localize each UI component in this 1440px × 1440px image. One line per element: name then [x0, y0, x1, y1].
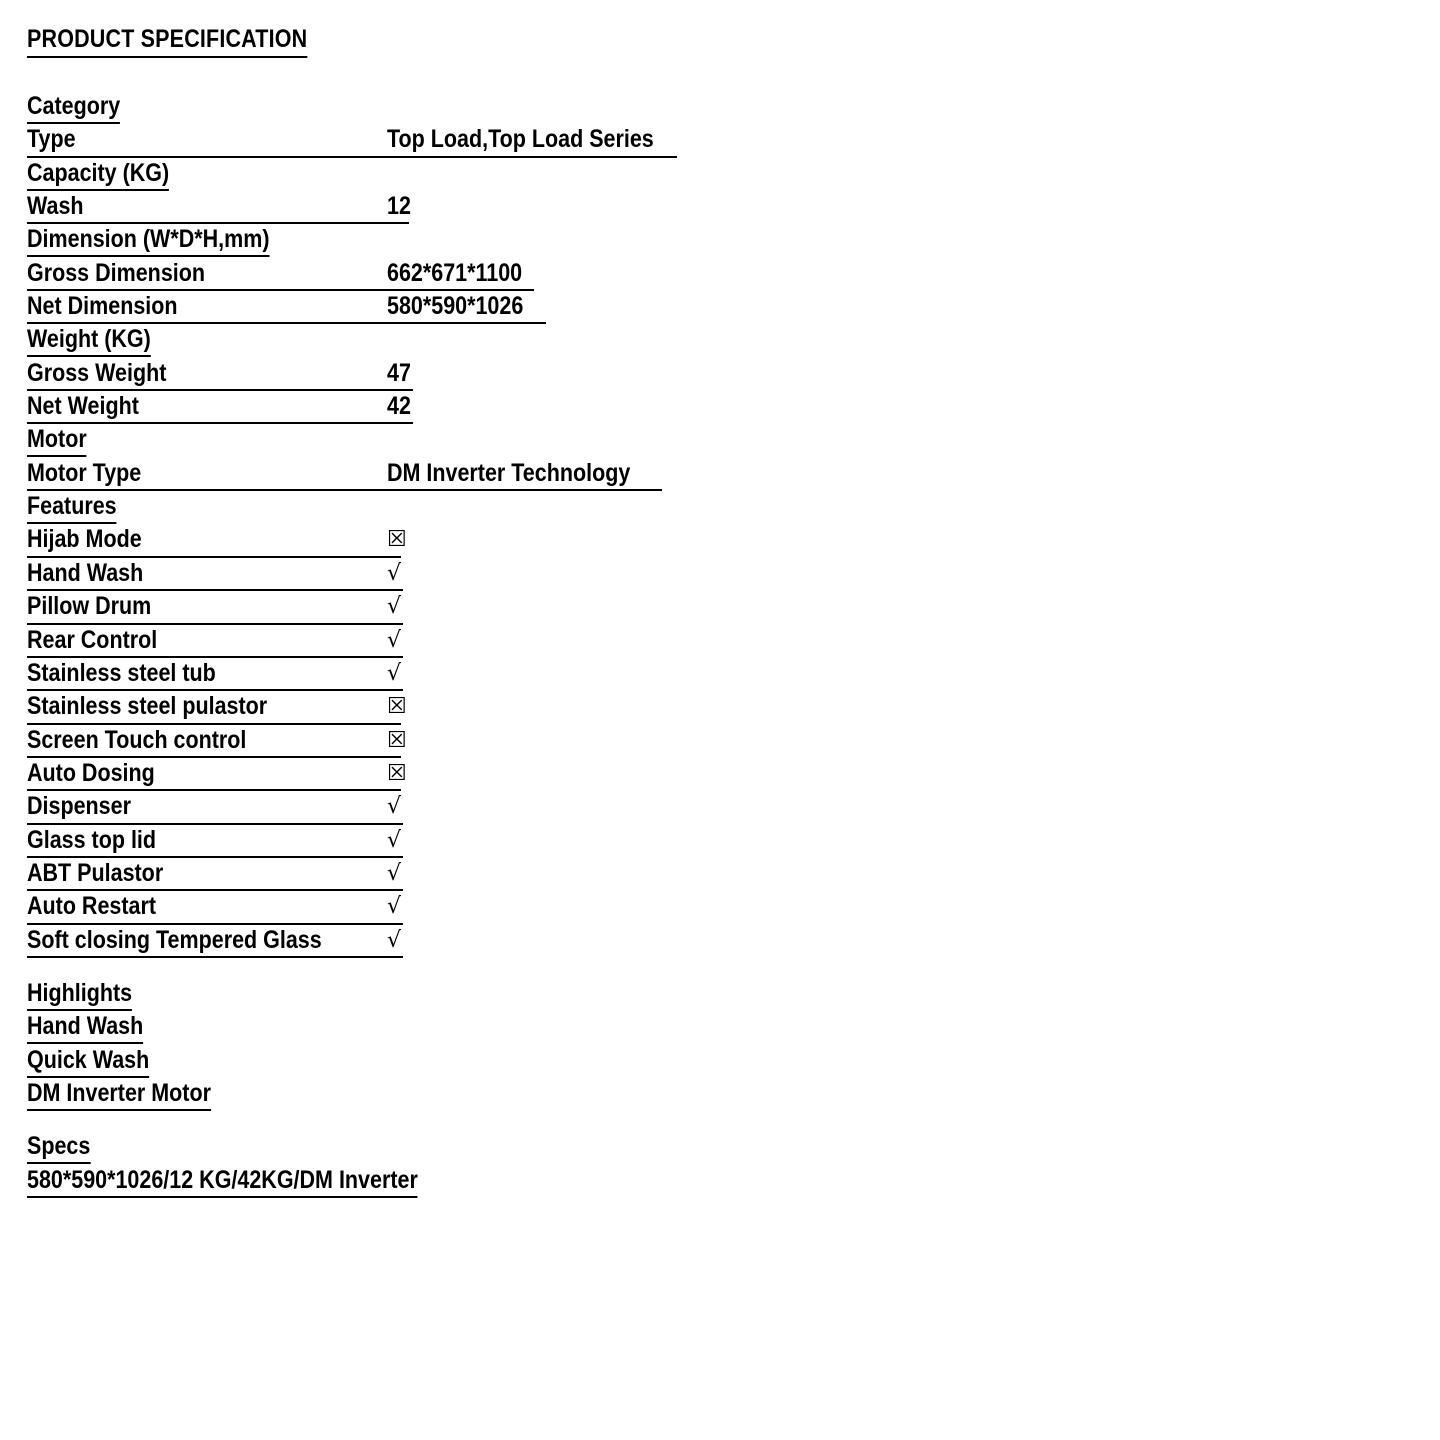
spec-value: 580*590*1026: [387, 292, 524, 321]
weight-heading: Weight (KG): [27, 324, 1407, 357]
spec-label: Gross Weight: [27, 358, 167, 387]
spec-row-net-dimension: [27, 291, 546, 324]
specs-heading: Specs: [27, 1131, 1407, 1164]
feature-label: Hijab Mode: [27, 525, 142, 554]
feature-check-icon: √: [387, 860, 402, 886]
feature-row: [27, 925, 403, 958]
feature-label: Pillow Drum: [27, 592, 152, 621]
feature-label: Stainless steel tub: [27, 658, 216, 687]
feature-row: [27, 825, 403, 858]
feature-check-icon: √: [387, 794, 402, 820]
spec-label: Motor Type: [27, 458, 142, 487]
spacer: [27, 56, 1407, 91]
feature-check-icon: √: [387, 594, 402, 620]
feature-row: [27, 524, 407, 557]
spec-label: Gross Dimension: [27, 258, 206, 287]
spacer: [27, 958, 1407, 978]
highlights-heading: Highlights: [27, 978, 1407, 1011]
spacer: [27, 1111, 1407, 1131]
spec-value: 47: [387, 358, 411, 387]
feature-label: Rear Control: [27, 625, 158, 654]
spec-row-motor-type: [27, 458, 662, 491]
feature-row: [27, 891, 403, 924]
spec-value: DM Inverter Technology: [387, 458, 631, 487]
feature-check-icon: √: [387, 627, 402, 653]
features-heading: Features: [27, 491, 1407, 524]
feature-cross-icon: ☒: [387, 727, 407, 753]
feature-check-icon: √: [387, 927, 402, 953]
motor-heading: Motor: [27, 424, 1407, 457]
spec-label: Net Dimension: [27, 292, 178, 321]
highlights-section: [27, 978, 1407, 1111]
feature-row: [27, 791, 403, 824]
highlight-item: DM Inverter Motor: [27, 1078, 1407, 1111]
spec-value: 42: [387, 392, 411, 421]
highlight-item: Hand Wash: [27, 1011, 1407, 1044]
feature-cross-icon: ☒: [387, 527, 407, 553]
specs-summary: 580*590*1026/12 KG/42KG/DM Inverter: [27, 1165, 1407, 1198]
document-title-wrap: [27, 22, 1407, 56]
highlight-item: Quick Wash: [27, 1045, 1407, 1078]
feature-label: Screen Touch control: [27, 725, 247, 754]
feature-row: [27, 758, 407, 791]
product-spec-document: [27, 22, 1407, 1198]
feature-row: [27, 658, 403, 691]
spec-row-gross-dimension: [27, 258, 534, 291]
feature-row: [27, 625, 403, 658]
feature-label: Hand Wash: [27, 558, 144, 587]
feature-check-icon: √: [387, 894, 402, 920]
feature-row: [27, 591, 403, 624]
feature-row: [27, 691, 407, 724]
feature-check-icon: √: [387, 827, 402, 853]
feature-label: ABT Pulastor: [27, 858, 164, 887]
capacity-heading: Capacity (KG): [27, 158, 1407, 191]
feature-label: Stainless steel pulastor: [27, 692, 268, 721]
spec-value: Top Load,Top Load Series: [387, 125, 654, 154]
spec-label: Wash: [27, 192, 84, 221]
category-heading: Category: [27, 91, 1407, 124]
spec-label: Net Weight: [27, 392, 139, 421]
feature-cross-icon: ☒: [387, 694, 407, 720]
dimension-heading: Dimension (W*D*H,mm): [27, 224, 1407, 257]
feature-cross-icon: ☒: [387, 760, 407, 786]
feature-label: Soft closing Tempered Glass: [27, 925, 322, 954]
feature-label: Auto Dosing: [27, 758, 155, 787]
feature-row: [27, 558, 403, 591]
feature-label: Glass top lid: [27, 825, 157, 854]
spec-row-wash: [27, 191, 409, 224]
specs-section: [27, 1131, 1407, 1198]
document-title: PRODUCT SPECIFICATION: [27, 22, 307, 58]
feature-row: [27, 858, 403, 891]
feature-check-icon: √: [387, 560, 402, 586]
spec-value: 662*671*1100: [387, 258, 523, 287]
spec-row-gross-weight: [27, 358, 413, 391]
spec-row-net-weight: [27, 391, 413, 424]
spec-value: 12: [387, 192, 411, 221]
feature-check-icon: √: [387, 660, 402, 686]
feature-label: Auto Restart: [27, 892, 157, 921]
spec-row-type: [27, 124, 677, 157]
feature-row: [27, 725, 407, 758]
spec-label: Type: [27, 125, 76, 154]
feature-label: Dispenser: [27, 792, 131, 821]
features-list: [27, 524, 1407, 957]
